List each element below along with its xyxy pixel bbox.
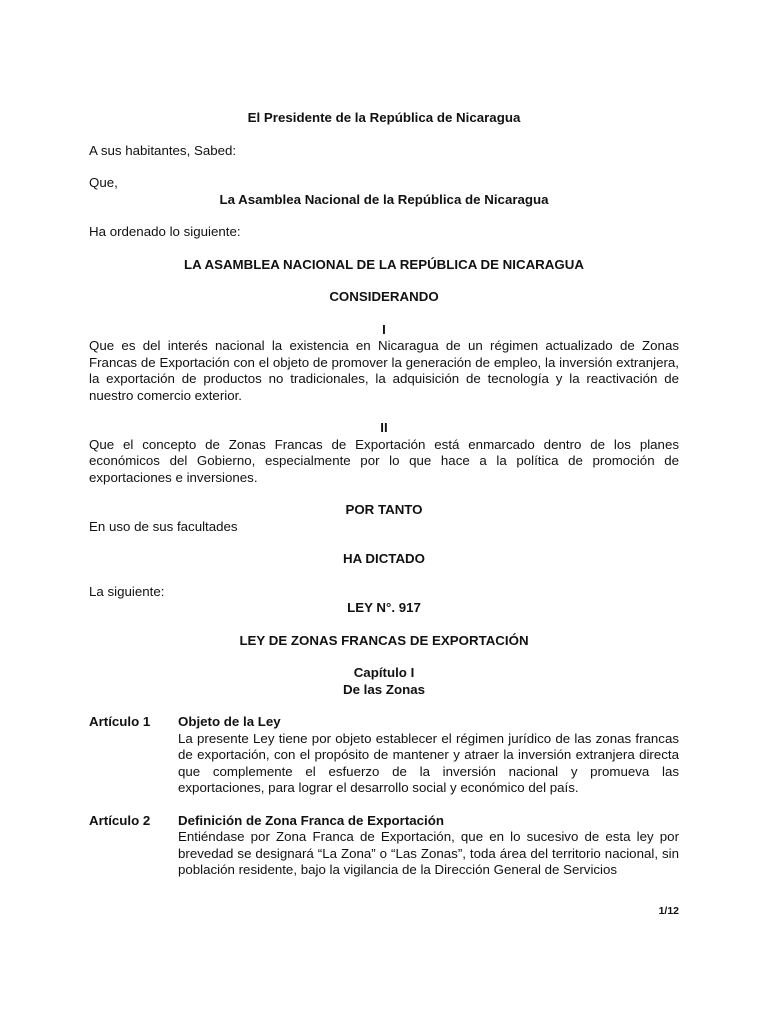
ha-dictado-heading: HA DICTADO [343,551,425,566]
considerando-heading: CONSIDERANDO [329,289,439,304]
considerando-numeral: II [380,420,388,435]
document-header: El Presidente de la República de Nicaragua [247,110,521,125]
considerando-text: Que es del interés nacional la existencia en Nicaragua de un régimen actualizado de Zonas Francas de Exportación con el objeto de promover la generación de empleo, la inversión extranjera, la exportación de productos no tradicionales, la adquisición de tecnología y la reactivación de nuestro comercio exterior. [89,338,679,403]
article-text: Entiéndase por Zona Franca de Exportación, que en lo sucesivo de esta ley por brevedad se designará “La Zona” o “Las Zonas”, toda área del territorio nacional, sin población residente, bajo la vigilancia de la Dirección General de Servicios [178,829,679,877]
chapter-heading: Capítulo I [353,665,415,680]
considerando-text: Que el concepto de Zonas Francas de Exportación está enmarcado dentro de los planes económicos del Gobierno, especialmente por lo que hace a la política de promoción de exportaciones e inversiones. [89,436,679,485]
assembly-line: La Asamblea Nacional de la República de Nicaragua [219,191,549,207]
law-number: LEY N°. 917 [347,600,421,615]
article-1 [89,714,679,797]
law-title: LEY DE ZONAS FRANCAS DE EXPORTACIÓN [239,632,529,648]
article-2 [89,813,679,879]
article-title: Definición de Zona Franca de Exportación [178,812,444,828]
article-label: Artículo 1 [89,714,151,729]
assembly-heading: LA ASAMBLEA NACIONAL DE LA REPÚBLICA DE NICARAGUA [184,256,584,272]
article-text: La presente Ley tiene por objeto establecer el régimen jurídico de las zonas francas de exportación, con el propósito de mantener y atraer la inversión extranjera directa que complemente el esfuerzo de la inversión nacional y promueva las exportaciones, para lograr el desarrollo social y económico del país. [178,730,679,795]
article-label: Artículo 2 [89,812,151,828]
document-body [89,110,679,879]
greeting: A sus habitantes, Sabed: [89,142,237,158]
que-line: Que, [89,175,118,190]
page-number: 1/12 [658,905,679,917]
ordered-line: Ha ordenado lo siguiente: [89,224,241,239]
considerando-numeral: I [382,321,386,337]
considerando-i [89,322,679,405]
siguiente-line: La siguiente: [89,583,165,599]
por-tanto-heading: POR TANTO [345,502,423,517]
facultades-line: En uso de sus facultades [89,518,238,534]
chapter-title: De las Zonas [342,681,426,697]
article-title: Objeto de la Ley [178,714,281,729]
considerando-ii [89,420,679,486]
